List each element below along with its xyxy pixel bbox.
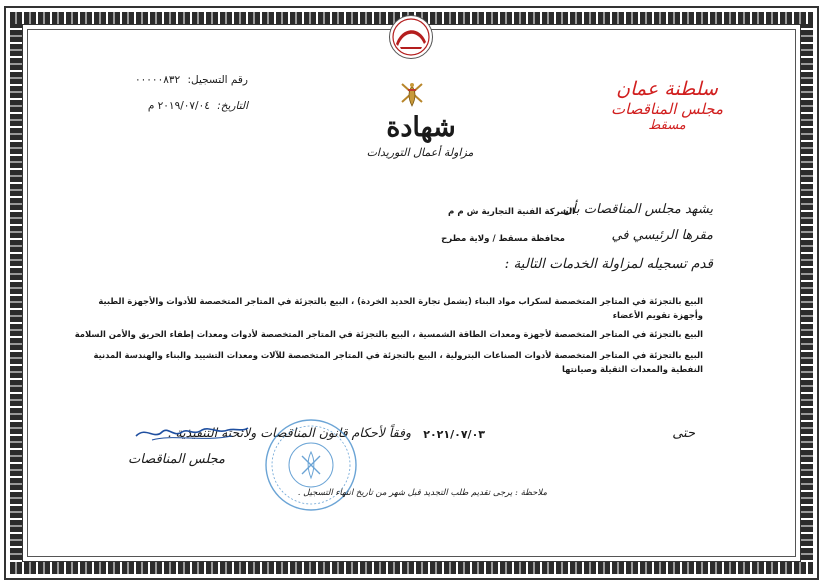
until-date: ٢٠٢١/٠٧/٠٣ xyxy=(423,428,485,441)
headquarters-location: محافظة مسقط / ولاية مطرح xyxy=(441,234,565,244)
until-label: حتى xyxy=(672,426,695,441)
registration-box xyxy=(135,74,248,130)
signature-title: مجلس المناقصات xyxy=(128,452,226,467)
activity-line: النفطية والمعدات الثقيلة وصيانتها xyxy=(561,364,703,374)
headquarters-label: مقرها الرئيسي في xyxy=(611,228,713,243)
law-reference: وفقاً لأحكام قانون المناقصات ولائحته التنفيذية . xyxy=(167,425,411,440)
activity-line: وأجهزة تقويم الأعضاء xyxy=(612,310,703,320)
request-label: قدم تسجيله لمزاولة الخدمات التالية : xyxy=(504,256,713,272)
testifies-label: يشهد مجلس المناقصات بأن xyxy=(562,202,713,217)
tender-board-seal-icon xyxy=(388,14,434,60)
certificate-subtitle: مزاولة أعمال التوريدات xyxy=(366,146,474,159)
oman-khanjar-emblem-icon xyxy=(399,80,425,110)
registration-number-value: ٠٠٠٠٠٨٣٢ xyxy=(135,74,181,86)
renewal-note: ملاحظة : يرجى تقديم طلب التجديد قبل شهر من تاريخ انتهاء التسجيل . xyxy=(297,488,547,498)
registration-date-row xyxy=(148,100,248,112)
registration-date-label: التاريخ: xyxy=(217,100,248,112)
activity-line: البيع بالتجزئة في المتاجر المتخصصة لسكراب مواد البناء (يشمل تجارة الحديد الخردة) ، البيع بالتجزئة في المتاجر المتخصصة للأدوات والأجهزة الطبية xyxy=(98,296,703,306)
header-city: مسقط xyxy=(648,118,686,133)
registration-number-row xyxy=(135,74,248,86)
signature-scribble xyxy=(132,420,252,446)
issuer-header xyxy=(611,78,723,133)
activity-line: البيع بالتجزئة في المتاجر المتخصصة لأدوات الصناعات البترولية ، البيع بالتجزئة في المتاجر المتخصصة للآلات ومعدات التشييد والبناء والهندسة المدنية xyxy=(93,350,703,360)
certificate-title: شهادة xyxy=(386,112,456,143)
seal-calligraphy: عمان xyxy=(402,34,420,43)
header-country: سلطنة عمان xyxy=(616,78,718,100)
activity-line: البيع بالتجزئة في المتاجر المتخصصة لأجهزة ومعدات الطاقة الشمسية ، البيع بالتجزئة في المتاجر المتخصصة لأدوات ومعدات إطفاء الحريق والأمن السلامة xyxy=(74,329,703,339)
registration-number-label: رقم التسجيل: xyxy=(187,74,248,86)
official-stamp-icon xyxy=(262,416,360,514)
registration-date-value: ٢٠١٩/٠٧/٠٤ م xyxy=(147,100,210,112)
header-board: مجلس المناقصات xyxy=(611,100,723,118)
company-name: الشركة الفنية التجارية ش م م xyxy=(448,207,575,217)
